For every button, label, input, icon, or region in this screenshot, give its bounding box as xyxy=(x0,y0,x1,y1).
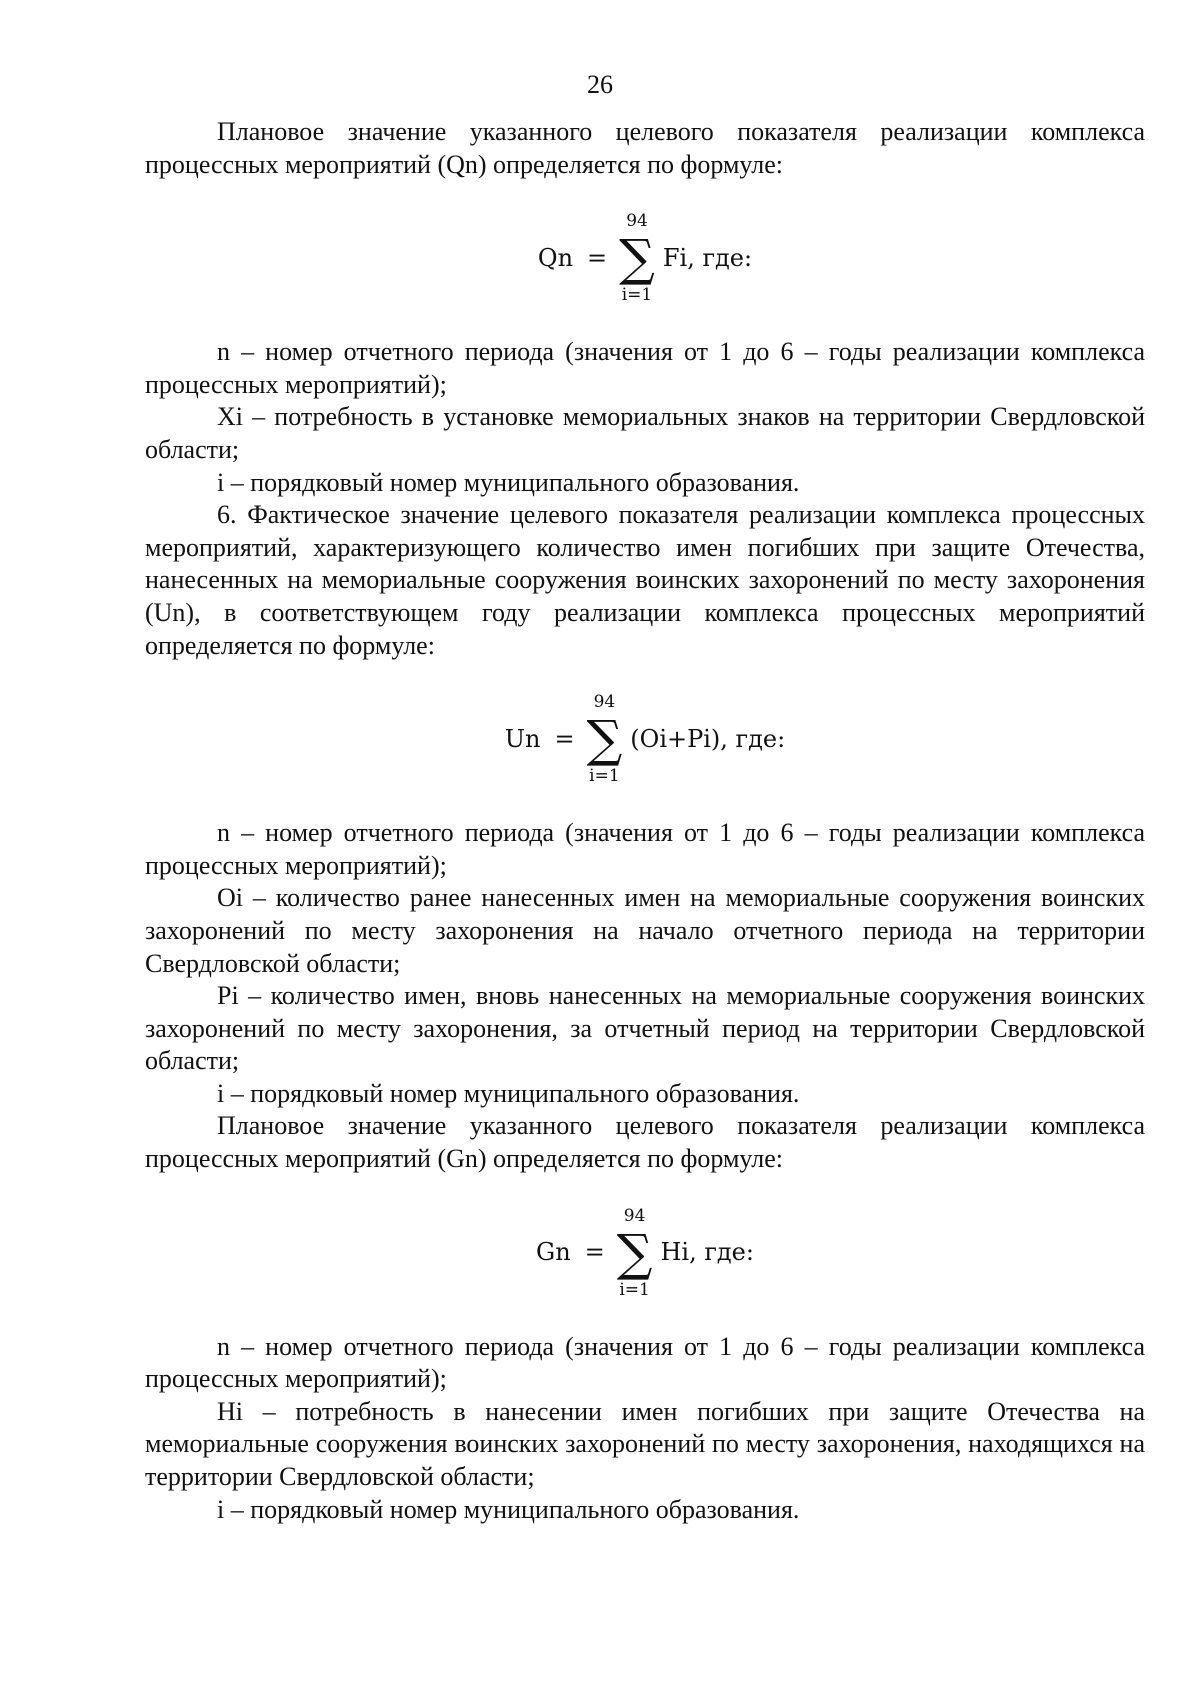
summation-lower-limit: i=1 xyxy=(621,285,653,306)
formula-rhs: Hi, где: xyxy=(660,1238,754,1267)
formula-equals: = xyxy=(584,1238,605,1267)
sigma-symbol: ∑ xyxy=(586,710,623,769)
formula-gn xyxy=(145,1201,1145,1305)
formula-lhs: Un xyxy=(504,724,541,753)
formula-rhs: Fi, где: xyxy=(662,243,753,272)
formula-lhs: Gn xyxy=(536,1238,571,1267)
sigma-symbol: ∑ xyxy=(619,229,655,288)
paragraph: Xi – потребность в установке мемориальных знаков на территории Свердловской области; xyxy=(145,402,1145,464)
paragraph: Плановое значение указанного целевого показателя реализации комплекса процессных мероприятий (Gn) определяется по формуле: xyxy=(145,1111,1145,1174)
summation-sign xyxy=(619,211,655,305)
paragraph: n – номер отчетного периода (значения от 1 до 6 – годы реализации комплекса процессных мероприятий); xyxy=(145,1331,1145,1394)
sigma-symbol: ∑ xyxy=(616,1223,653,1282)
paragraph: Pi – количество имен, вновь нанесенных на мемориальные сооружения воинских захоронений по месту захоронения, за отчетный период на территории Свердловской области; xyxy=(145,981,1145,1076)
summation-lower-limit: i=1 xyxy=(619,1279,650,1300)
document-body xyxy=(145,116,1145,1526)
paragraph: Hi – потребность в нанесении имен погибших при защите Отечества на мемориальные сооружения воинских захоронений по месту захоронения, находящихся на территории Свердловской области; xyxy=(145,1396,1145,1492)
paragraph: n – номер отчетного периода (значения от 1 до 6 – годы реализации комплекса процессных мероприятий); xyxy=(145,337,1145,399)
paragraph: i – порядковый номер муниципального образования. xyxy=(217,1494,800,1524)
summation-upper-limit: 94 xyxy=(626,211,648,232)
formula-qn xyxy=(145,206,1145,310)
formula-equals: = xyxy=(554,724,575,753)
summation-lower-limit: i=1 xyxy=(589,766,620,787)
formula-un xyxy=(145,687,1145,791)
summation-upper-limit: 94 xyxy=(623,1205,646,1226)
paragraph: i – порядковый номер муниципального образования. xyxy=(217,1078,800,1108)
formula-rhs: (Oi+Pi), где: xyxy=(630,724,786,753)
summation-sign xyxy=(617,1206,653,1300)
paragraph: 6. Фактическое значение целевого показателя реализации комплекса процессных мероприятий, характеризующего количество имен погибших при защите Отечества, нанесенных на мемориальные сооружения воинских захоронений по месту захоронения (Un), в соответствующем году реализации комплекса процессных мероприятий определяется по формуле: xyxy=(145,500,1145,660)
summation-upper-limit: 94 xyxy=(593,692,616,713)
formula-equals: = xyxy=(587,243,608,272)
paragraph: n – номер отчетного периода (значения от 1 до 6 – годы реализации комплекса процессных мероприятий); xyxy=(145,818,1145,880)
paragraph: Oi – количество ранее нанесенных имен на мемориальные сооружения воинских захоронений по месту захоронения на начало отчетного периода на территории Свердловской области; xyxy=(145,883,1145,978)
paragraph: i – порядковый номер муниципального образования. xyxy=(217,467,800,497)
summation-sign xyxy=(587,692,623,786)
page-number: 26 xyxy=(587,70,613,99)
paragraph: Плановое значение указанного целевого показателя реализации комплекса процессных мероприятий (Qn) определяется по формуле: xyxy=(145,117,1145,179)
formula-lhs: Qn xyxy=(537,243,574,272)
